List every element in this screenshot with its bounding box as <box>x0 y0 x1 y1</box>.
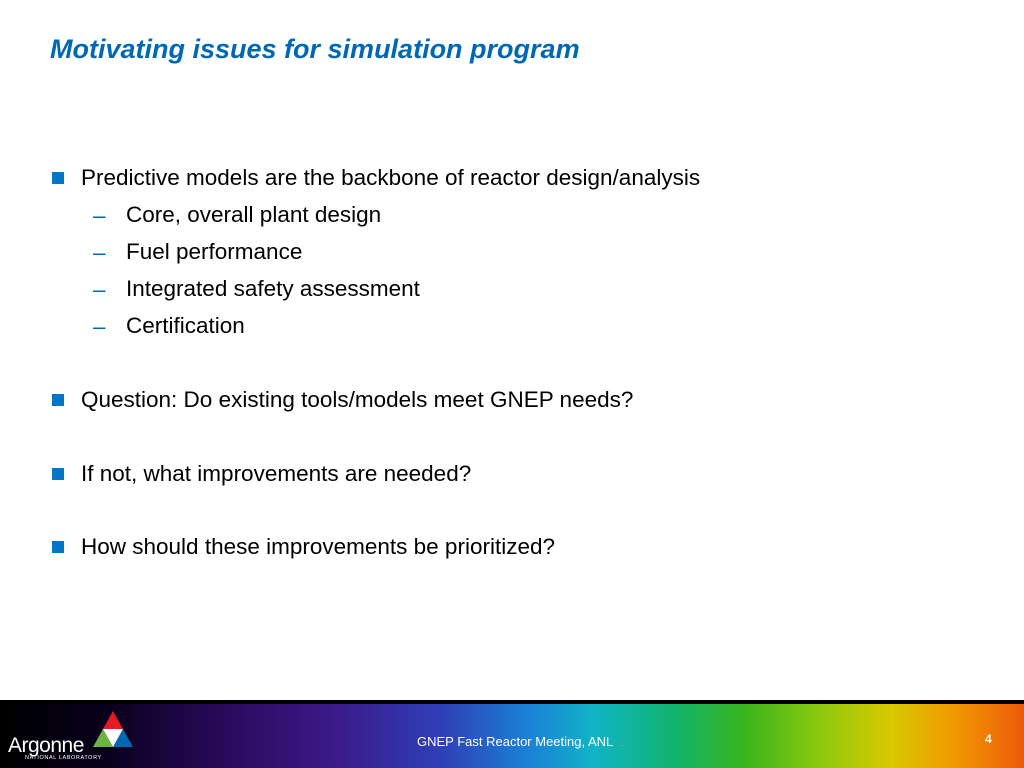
bullet-square-icon <box>52 394 64 406</box>
dash-icon: – <box>93 240 106 265</box>
bullet-item: If not, what improvements are needed? <box>81 461 472 486</box>
sub-bullet-item: Fuel performance <box>126 239 303 264</box>
bullet-square-icon <box>52 541 64 553</box>
bullet-item: How should these improvements be prioritized? <box>81 534 555 559</box>
footer-bar <box>0 704 1024 768</box>
argonne-logo <box>8 708 138 766</box>
dash-icon: – <box>93 203 106 228</box>
page-number: 4 <box>985 732 992 746</box>
bullet-square-icon <box>52 468 64 480</box>
dash-icon: – <box>93 277 106 302</box>
bullet-square-icon <box>52 172 64 184</box>
slide-title: Motivating issues for simulation program <box>50 34 580 64</box>
dash-icon: – <box>93 314 106 339</box>
triangle-logo-icon <box>92 710 134 750</box>
bullet-item: Predictive models are the backbone of reactor design/analysis <box>81 165 701 190</box>
bullet-item: Question: Do existing tools/models meet GNEP needs? <box>81 387 634 412</box>
logo-subtitle: NATIONAL LABORATORY <box>25 755 102 761</box>
meeting-label: GNEP Fast Reactor Meeting, ANL <box>417 734 614 749</box>
logo-wordmark: Argonne <box>8 734 84 757</box>
sub-bullet-item: Core, overall plant design <box>126 202 382 227</box>
sub-bullet-item: Integrated safety assessment <box>126 276 420 301</box>
sub-bullet-item: Certification <box>126 313 245 338</box>
